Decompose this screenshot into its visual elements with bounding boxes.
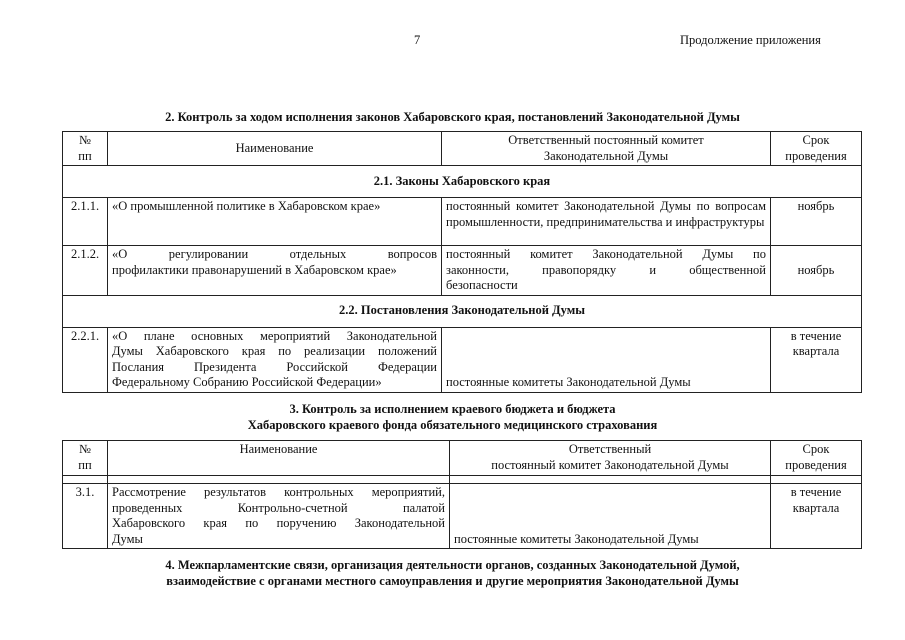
page-number: 7 xyxy=(414,33,421,47)
spacer-row xyxy=(63,476,862,484)
row-term: ноябрь xyxy=(771,246,862,296)
table-row xyxy=(63,327,862,392)
col-num-header-2: пп xyxy=(78,457,92,472)
row-number: 2.1.2. xyxy=(63,246,108,296)
col-num-header: № xyxy=(79,442,91,456)
col-num-header-2: пп xyxy=(78,148,92,163)
col-term-header: Срок xyxy=(802,133,830,147)
row-name-line: «О плане основных мероприятий Законодательной xyxy=(112,328,437,343)
col-committee-header-2: постоянный комитет Законодательной Думы xyxy=(491,457,729,472)
col-name-header: Наименование xyxy=(108,132,442,166)
row-committee-line: постоянный комитет Законодательной Думы по xyxy=(446,247,766,261)
row-number: 2.1.1. xyxy=(63,198,108,246)
continuation-label: Продолжение приложения xyxy=(680,33,821,47)
table-row xyxy=(63,246,862,296)
row-term-line: в течение xyxy=(790,328,842,343)
row-term-line: квартала xyxy=(792,500,840,515)
section-2-table xyxy=(62,131,862,393)
row-name-line: Думы xyxy=(112,531,143,546)
col-num-header: № xyxy=(79,133,91,147)
row-term-line: в течение xyxy=(790,485,842,499)
row-committee: постоянные комитеты Законодательной Думы xyxy=(450,484,771,549)
col-term-header: Срок xyxy=(802,442,830,456)
row-committee-line: законности, правопорядку и общественной xyxy=(446,262,766,277)
row-committee: постоянные комитеты Законодательной Думы xyxy=(442,327,771,392)
col-term-header-2: проведения xyxy=(785,457,847,472)
row-name-line: Рассмотрение результатов контрольных мероприятий, xyxy=(112,485,445,499)
row-term-line: квартала xyxy=(792,344,840,358)
row-name-line: Думы Хабаровского края по реализации положений xyxy=(112,344,437,358)
section-3-title-line: Хабаровского краевого фонда обязательного медицинского страхования xyxy=(247,418,658,432)
row-name-line: Послания Президента Российской Федерации xyxy=(112,359,437,374)
row-name-line: проведенных Контрольно-счетной палатой xyxy=(112,500,445,515)
subsection-row xyxy=(63,166,862,198)
table-header-row xyxy=(63,441,862,476)
col-committee-header: Ответственный постоянный комитет xyxy=(508,133,704,147)
row-name-line: профилактики правонарушений в Хабаровском крае» xyxy=(112,262,397,277)
section-4-title-line: взаимодействие с органами местного самоуправления и другие мероприятия Законодательной Думы xyxy=(166,574,739,588)
row-number: 2.2.1. xyxy=(63,327,108,392)
row-name-line: Федеральному Собранию Российской Федерации» xyxy=(112,375,382,389)
section-3-title-line: 3. Контроль за исполнением краевого бюджета и бюджета xyxy=(289,402,616,416)
subsection-2-1-title: 2.1. Законы Хабаровского края xyxy=(63,166,862,198)
col-name-header: Наименование xyxy=(108,441,450,476)
section-3-table xyxy=(62,440,862,549)
row-term: ноябрь xyxy=(771,198,862,246)
col-committee-header: Ответственный xyxy=(568,442,652,456)
row-name: «О промышленной политике в Хабаровском крае» xyxy=(108,198,442,246)
row-name-line: Хабаровского края по поручению Законодательной xyxy=(112,516,445,530)
table-row xyxy=(63,198,862,246)
section-2-title: 2. Контроль за ходом исполнения законов Хабаровского края, постановлений Законодательной Думы xyxy=(165,110,740,124)
section-4-title xyxy=(0,557,905,589)
subsection-row xyxy=(63,295,862,327)
col-committee-header-2: Законодательной Думы xyxy=(543,148,669,163)
table-header-row xyxy=(63,132,862,166)
row-name-line: «О регулировании отдельных вопросов xyxy=(112,247,437,261)
row-number: 3.1. xyxy=(63,484,108,549)
row-committee: постоянный комитет Законодательной Думы по вопросам промышленности, предпринимательства и инфраструктуры xyxy=(442,198,771,246)
subsection-2-2-title: 2.2. Постановления Законодательной Думы xyxy=(63,295,862,327)
section-4-title-line: 4. Межпарламентские связи, организация деятельности органов, созданных Законодательной Думой, xyxy=(165,558,740,572)
col-term-header-2: проведения xyxy=(785,148,847,163)
row-committee-line: безопасности xyxy=(446,278,518,292)
section-3-title xyxy=(0,401,905,433)
table-row xyxy=(63,484,862,549)
